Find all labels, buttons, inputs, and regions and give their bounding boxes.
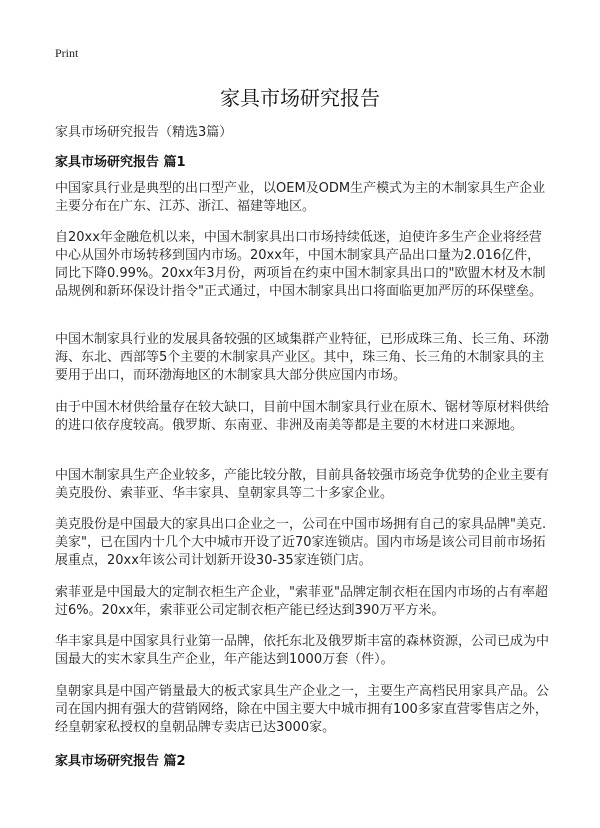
- page-title: 家具市场研究报告: [220, 86, 380, 110]
- paragraph: 中国木制家具生产企业较多，产能比较分散，目前具备较强市场竞争优势的企业主要有美克股份、索菲亚、华丰家具、皇朝家具等二十多家企业。: [55, 468, 550, 501]
- document-subtitle: 家具市场研究报告（精选3篇）: [55, 125, 233, 140]
- paragraph: 中国木制家具行业的发展具备较强的区域集群产业特征，已形成珠三角、长三角、环渤海、东北、西部等5个主要的木制家具产业区。其中，珠三角、长三角的木制家具的主要用于出口，而环渤海地区的木制家具大部分供应国内市场。: [55, 332, 550, 383]
- paragraph: 中国家具行业是典型的出口型产业，以OEM及ODM生产模式为主的木制家具生产企业主要分布在广东、江苏、浙江、福建等地区。: [55, 181, 546, 214]
- section-heading-1: 家具市场研究报告 篇1: [55, 155, 186, 170]
- paragraph: 自20xx年金融危机以来，中国木制家具出口市场持续低迷，迫使许多生产企业将经营中心从国外市场转移到国内市场。20xx年，中国木制家具产品出口量为2.016亿件，同比下降0.99%。20xx年3月份，两项旨在约束中国木制家具出口的"欧盟木材及木制品规例和新环保设计指令"正式通过，中国木制家具出口将面临更加严厉的环保壁垒。: [55, 230, 546, 299]
- paragraph: 皇朝家具是中国产销量最大的板式家具生产企业之一，主要生产高档民用家具产品。公司在国内拥有强大的营销网络，除在中国主要大中城市拥有100多家直营零售店之外，经皇朝家私授权的皇朝品牌专卖店已达3000家。: [55, 684, 550, 735]
- section-heading-2: 家具市场研究报告 篇2: [55, 754, 186, 769]
- paragraph: 华丰家具是中国家具行业第一品牌，依托东北及俄罗斯丰富的森林资源，公司已成为中国最大的实木家具生产企业，年产能达到1000万套（件）。: [55, 634, 550, 667]
- paragraph: 美克股份是中国最大的家具出口企业之一，公司在中国市场拥有自己的家具品牌"美克.美家"，已在国内十几个大中城市开设了近70家连锁店。国内市场是该公司目前市场拓展重点，20xx年该公司计划新开设30-35家连锁门店。: [55, 517, 547, 568]
- paragraph: 索菲亚是中国最大的定制衣柜生产企业，"索菲亚"品牌定制衣柜在国内市场的占有率超过6%。20xx年，索菲亚公司定制衣柜产能已经达到390万平方米。: [55, 585, 548, 618]
- print-link[interactable]: Print: [55, 46, 79, 60]
- paragraph: 由于中国木材供给量存在较大缺口，目前中国木制家具行业在原木、锯材等原材料供给的进口依存度较高。俄罗斯、东南亚、非洲及南美等都是主要的木材进口来源地。: [55, 400, 550, 433]
